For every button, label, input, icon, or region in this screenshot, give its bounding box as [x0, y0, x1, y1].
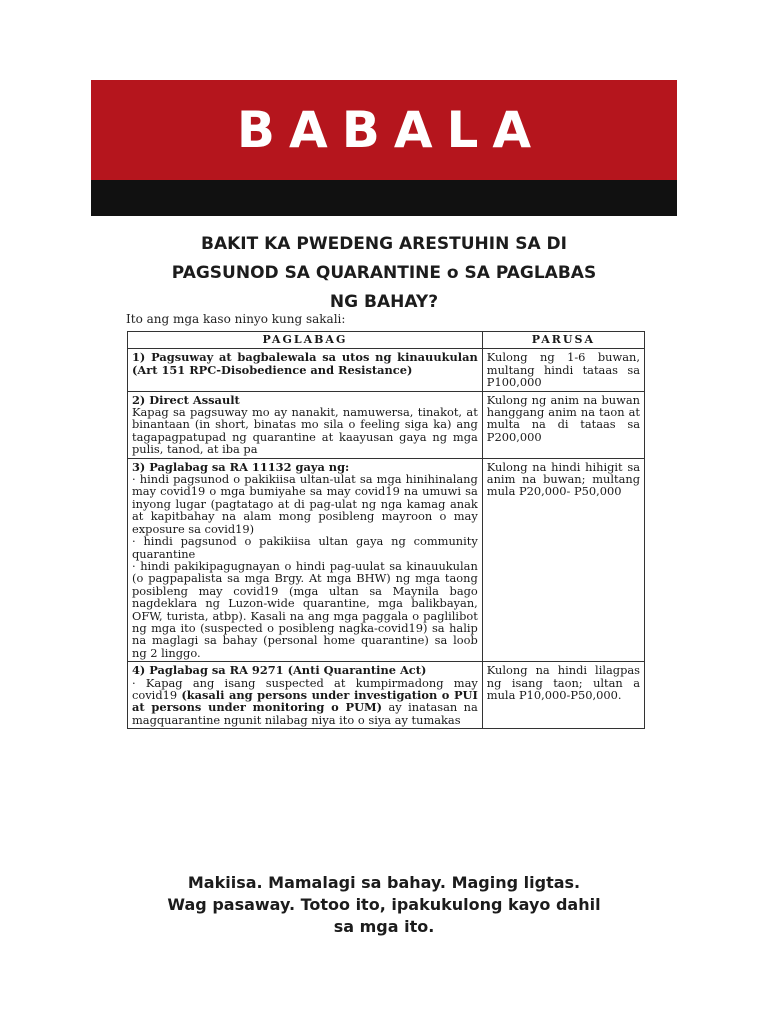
table-row: [128, 391, 645, 458]
cases-table: [127, 331, 645, 729]
table-row: [128, 662, 645, 729]
penalty-cell: Kulong ng anim na buwan hanggang anim na taon at multa na di tataas sa P200,000: [482, 391, 644, 458]
violation-body-pre: · Kapag ang isang suspected at kumpirmadong may covid19: [132, 675, 478, 702]
violation-cell: [128, 662, 483, 729]
footer-line-1: Makiisa. Mamalagi sa bahay. Maging ligtas.: [187, 873, 581, 892]
violation-title: 2) Direct Assault: [132, 392, 240, 407]
table-row: [128, 349, 645, 391]
violation-title: 4) Paglabag sa RA 9271 (Anti Quarantine Act): [132, 663, 427, 678]
violation-title: 1) Pagsuway at bagbalewala sa utos ng kinauukulan (Art 151 RPC-Disobedience and Resistance): [132, 350, 478, 377]
footer-line-3: sa mga ito.: [333, 917, 435, 936]
violation-body: Kapag sa pagsuway mo ay nanakit, namuwersa, tinakot, at binantaan (in short, binatas mo sila o feeling siga ka) ang tagapagpatupad ng quarantine at kaayusan gaya ng mga pulis, tanod, at iba pa: [132, 405, 478, 457]
table-row: [128, 458, 645, 662]
violation-bullet: · hindi pagsunod o pakikiisa ultan gaya ng community quarantine: [132, 534, 478, 561]
banner-title: BABALA: [236, 101, 546, 159]
headline-line-1: BAKIT KA PWEDENG ARESTUHIN SA DI: [201, 234, 567, 254]
violation-body-bold: (kasali ang persons under investigation o PUI at persons under monitoring o PUM): [132, 687, 478, 715]
violation-body: [132, 677, 478, 727]
headline-line-2: PAGSUNOD SA QUARANTINE o SA PAGLABAS: [171, 263, 597, 283]
violation-bullet: · hindi pagsunod o pakikiisa ultan-ulat sa mga hinihinalang may covid19 o mga bumiyahe sa may covid19 na umuwi sa inyong lugar (pagtatago at di pag-ulat ng nga kamag anak at kapitbahay na alam mong posibleng mayroon o may exposure sa covid19): [132, 472, 478, 536]
table-header-row: [128, 332, 645, 349]
penalty-cell: Kulong ng 1-6 buwan, multang hindi tataas sa P100,000: [482, 349, 644, 391]
violation-cell: [128, 391, 483, 458]
footer-message: [111, 872, 657, 938]
penalty-cell: Kulong na hindi hihigit sa anim na buwan; multang mula P20,000- P50,000: [482, 458, 644, 662]
warning-poster: [91, 80, 677, 946]
header-penalty: PARUSA: [482, 332, 644, 349]
penalty-cell: Kulong na hindi lilagpas ng isang taon; ultan a mula P10,000-P50,000.: [482, 662, 644, 729]
headline: [111, 230, 657, 317]
violation-cell: [128, 458, 483, 662]
banner-red: [91, 80, 677, 180]
violation-title: 3) Paglabag sa RA 11132 gaya ng:: [132, 459, 350, 474]
violation-cell: [128, 349, 483, 391]
violation-body-post: ay inatasan na magquarantine ngunit nilabag niya ito o siya ay tumakas: [132, 700, 478, 727]
intro-text: Ito ang mga kaso ninyo kung sakali:: [126, 312, 346, 326]
header-violation: PAGLABAG: [128, 332, 483, 349]
violation-bullet: · hindi pakikipagugnayan o hindi pag-uulat sa kinauukulan (o pagpapalista sa mga Brgy. At mga BHW) ng mga taong posibleng may covid19 (mga ultan sa Maynila bago nagdeklara ng Luzon-wide quarantine, mga balikbayan, OFW, turista, atbp). Kasali na ang mga paggala o paglilibot ng mga ito (suspected o posibleng nagka-covid19) sa halip na maglagi sa bahay (personal home quarantine) sa loob ng 2 linggo.: [132, 558, 478, 660]
footer-line-2: Wag pasaway. Totoo ito, ipakukulong kayo dahil: [167, 895, 601, 914]
banner-black-strip: [91, 180, 677, 216]
headline-line-3: NG BAHAY?: [329, 292, 439, 312]
